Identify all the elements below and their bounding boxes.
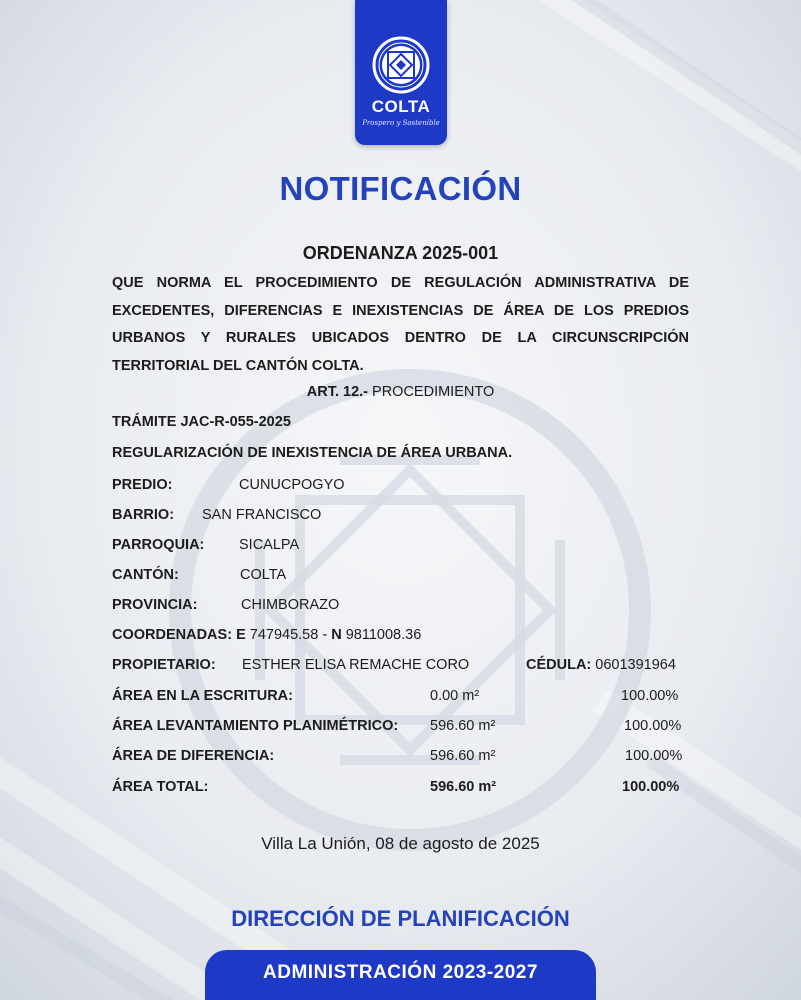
area-row-escritura	[112, 688, 679, 704]
area-row-diferencia	[112, 748, 683, 764]
coordenadas-label: COORDENADAS:	[112, 627, 233, 643]
area-value: 0.00 m²	[430, 688, 480, 704]
procedure-type: REGULARIZACIÓN DE INEXISTENCIA DE ÁREA URBANA.	[112, 445, 513, 461]
colta-emblem-icon	[371, 35, 431, 95]
area-value: 596.60 m²	[430, 779, 497, 795]
propietario-label: PROPIETARIO:	[112, 657, 216, 673]
provincia-row	[112, 597, 340, 613]
area-label: ÁREA EN LA ESCRITURA:	[112, 688, 293, 704]
canton-row	[112, 567, 287, 583]
parroquia-label: PARROQUIA:	[112, 537, 205, 553]
administration-period: ADMINISTRACIÓN 2023-2027	[263, 962, 538, 983]
area-row-levantamiento	[112, 718, 682, 734]
coord-separator: -	[322, 627, 328, 643]
barrio-value: SAN FRANCISCO	[202, 507, 322, 523]
area-row-total	[112, 779, 680, 795]
area-value: 596.60 m²	[430, 748, 496, 764]
issue-date: Villa La Unión, 08 de agosto de 2025	[261, 834, 540, 853]
area-value: 596.60 m²	[430, 718, 496, 734]
tramite-code: TRÁMITE JAC-R-055-2025	[112, 414, 291, 430]
predio-label: PREDIO:	[112, 477, 173, 493]
colta-logo	[355, 0, 447, 145]
provincia-label: PROVINCIA:	[112, 597, 198, 613]
area-label: ÁREA LEVANTAMIENTO PLANIMÉTRICO:	[112, 718, 399, 734]
notice-title: NOTIFICACIÓN	[279, 170, 522, 207]
predio-value: CUNUCPOGYO	[239, 477, 345, 493]
coord-n-value: 9811008.36	[345, 627, 422, 643]
parroquia-row	[112, 537, 300, 553]
propietario-value: ESTHER ELISA REMACHE CORO	[242, 657, 470, 673]
area-label: ÁREA TOTAL:	[112, 779, 209, 795]
coordenadas-row	[112, 627, 421, 643]
parroquia-value: SICALPA	[239, 537, 300, 553]
area-label: ÁREA DE DIFERENCIA:	[112, 748, 275, 764]
coord-n-prefix: N	[331, 627, 342, 643]
cedula-field	[526, 657, 676, 673]
cedula-value: 0601391964	[595, 657, 676, 673]
ordinance-description: QUE NORMA EL PROCEDIMIENTO DE REGULACIÓN ADMINISTRATIVA DE EXCEDENTES, DIFERENCIAS E INEXISTENCIAS DE ÁREA DE LOS PREDIOS URBANOS Y RURALES UBICADOS DENTRO DE LA CIRCUNSCRIPCIÓN TERRITORIAL DEL CANTÓN COLTA.	[112, 275, 689, 374]
barrio-row	[112, 507, 322, 523]
ordinance-number: ORDENANZA 2025-001	[302, 243, 499, 263]
barrio-label: BARRIO:	[112, 507, 175, 523]
area-percent: 100.00%	[625, 748, 683, 764]
predio-row	[112, 477, 345, 493]
cedula-label: CÉDULA:	[526, 657, 592, 673]
area-percent: 100.00%	[622, 779, 680, 795]
department-name: DIRECCIÓN DE PLANIFICACIÓN	[231, 906, 570, 931]
article-number: ART. 12.-	[306, 384, 368, 400]
logo-name: COLTA	[371, 97, 431, 116]
provincia-value: CHIMBORAZO	[241, 597, 340, 613]
propietario-row	[112, 657, 676, 673]
canton-label: CANTÓN:	[112, 567, 179, 583]
coord-e-value: 747945.58	[249, 627, 319, 643]
coord-e-prefix: E	[236, 627, 246, 643]
article-name: PROCEDIMIENTO	[372, 384, 495, 400]
area-percent: 100.00%	[621, 688, 679, 704]
article-line	[0, 384, 801, 400]
logo-tagline: Prospero y Sostenible	[362, 119, 440, 127]
canton-value: COLTA	[240, 567, 287, 583]
area-percent: 100.00%	[624, 718, 682, 734]
